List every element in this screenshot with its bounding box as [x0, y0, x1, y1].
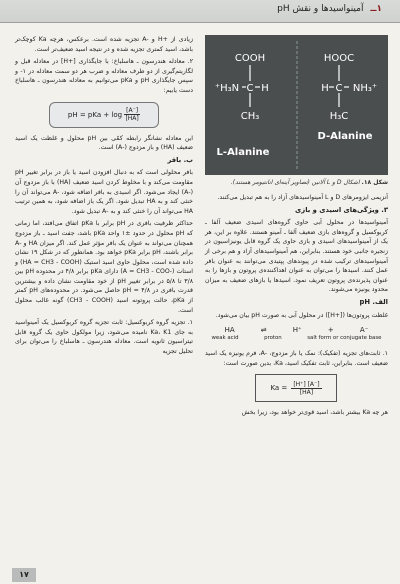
eq-hplus: H⁺ [292, 326, 302, 335]
l-amino-group: ⁺H₃N [214, 83, 240, 94]
chapter-title: آمینواسیدها و نقش pH [277, 4, 364, 14]
d-alpha-carbon: C [335, 83, 343, 94]
alanine-figure [205, 35, 388, 175]
chapter-header [0, 0, 400, 23]
eq-label-weak-acid: weak acid [211, 335, 239, 342]
caption-text: اشکال D و L آلانین (تصاویر آینه‌ای انانتیومر هستند). [230, 179, 360, 186]
paragraph: زیادی از +H و -A تجزیه شده است. برعکس، هرچه Ka کوچک‌تر باشد، اسید کمتری تجزیه شده و در نتیجه اسید ضعیف‌تر است. [15, 36, 193, 53]
d-amino-group: NH₃⁺ [352, 83, 378, 94]
alanine-figure-graphic [205, 35, 388, 175]
ka-numerator: [H⁺] [A⁻] [293, 380, 320, 388]
paragraph: آمینواسیدها در محلول آبی حاوی گروه‌های اسیدی ضعیف آلفا ـ کربوکسیل و گروه‌های بازی ضعیف آلفا ـ آمینو هستند. علاوه بر این، هر یک از آمینواسیدهای اسیدی و بازی حاوی یک گروه قابل یونیزاسیون در زنجیره جانبی خود هستند. بنابراین، هم آمینواسیدهای آزاد و هم برخی از آمینواسیدهای ترکیب شده در پیوندهای پپتیدی می‌توانند به عنوان بافر عمل کنند. اسیدها را می‌توان به عنوان اهداکننده‌ی پروتون و بازها را به عنوان پذیرنده‌ی پروتون تعریف نمود. اسیدها یا بازهای ضعیف به میزان محدود یونیزه می‌شوند. [205, 219, 388, 294]
l-methyl-group: CH₃ [240, 111, 260, 122]
caption-label: شکل ۱۸. [361, 179, 388, 186]
ka-fraction [291, 381, 321, 396]
chapter-number: ۱ــ [370, 4, 382, 14]
figure-caption [205, 178, 388, 187]
l-top-group: COOH [234, 53, 266, 64]
ka-formula [255, 374, 337, 402]
eq-label-proton: proton [264, 335, 282, 342]
d-alanine-label: D-Alanine [317, 131, 373, 142]
paragraph: آنزیمی ایزومرهای D و L آمینواسیدهای آزاد را به هم تبدیل می‌کنند. [217, 194, 388, 201]
eq-aminus: A⁻ [359, 326, 369, 335]
left-column [15, 35, 193, 360]
henderson-hasselbalch-formula [49, 102, 159, 128]
formula-denominator: [HA] [125, 115, 139, 123]
chapter-title-line [277, 4, 382, 14]
subsection-heading: الف. pH [359, 297, 388, 306]
section-heading: ۳. ویژگی‌های اسیدی و بازی [295, 205, 388, 214]
right-column [205, 35, 388, 421]
paragraph: هر چه Ka بیشتر باشد، اسید قوی‌تر خواهد بود، زیرا بخش [241, 409, 388, 417]
paragraph: حداکثر ظرفیت بافری در pH برابر با pKa اتفاق می‌افتد، اما زمانی که pH محلول در حدود ±۱ واحد pKa باشد، جفت اسید ـ باز مزدوج همچنان می‌تواند به عنوان یک بافر مؤثر عمل کند. اگر میزان HA و -A برابر باشند، pH برابر pKa خواهد بود. همانطور که در شکل ۱۹ نشان داده شده است، محلول حاوی اسید استیک (HA = CH3 - COOH) و استات (-A = CH3 - COO) دارای pKa برابر ۴/۸ در محدوده pH بین ۳/۸ تا ۵/۸ در برابر تغییر pH از خود مقاومت نشان داده و بیشترین قدرت بافری در pH = ۴/۸ حاصل می‌شود. در محدوده‌های pH کمتر از pKa، حالت پروتونه اسید (CH3 - COOH) گونه غالب محلول است. [15, 220, 194, 314]
equilibrium-equation [212, 326, 382, 341]
eq-arrow: ⇌ [260, 326, 267, 335]
formula-fraction [124, 107, 140, 122]
d-methyl-group: H₃C [329, 111, 349, 122]
paragraph: ۱. تجزیه گروه کربوکسیل: ثابت تجزیه گروه کربوکسیل یک آمینواسید به جای Ka، K1 نامیده می‌شود، زیرا مولکول حاوی یک گروه قابل تیتراسیون ثانویه است. معادله هندرسون ـ هاسلباخ را می‌توان برای تحلیل تجزیه [15, 319, 194, 356]
formula-numerator: [A⁻] [126, 107, 139, 115]
paragraph: بافر محلولی است که به دنبال افزودن اسید یا باز در برابر تغییر pH مقاومت می‌کند و با مخلوط کردن اسید ضعیف (HA) با باز مزدوج آن (-A) ایجاد می‌شود. اگر اسیدی به بافر اضافه شود، -A می‌تواند آن را خنثی کند و به HA تبدیل شود. اگر یک باز اضافه شود، به همین ترتیب HA می‌تواند آن را خنثی کند و به -A تبدیل شود. [15, 169, 193, 215]
d-top-group: HOOC [323, 53, 355, 64]
eq-ha: HA [224, 326, 235, 335]
l-hydrogen: H [261, 83, 269, 94]
l-alpha-carbon: C [246, 83, 254, 94]
l-alanine-label: L-Alanine [216, 147, 270, 158]
eq-plus: + [327, 326, 334, 335]
ka-denominator: [HA] [299, 388, 314, 396]
paragraph: غلظت پروتون‌ها ([+H]) در محلول آبی به صورت pH بیان می‌شود. [215, 311, 388, 319]
formula-lhs: pH = pKa + log [67, 110, 123, 119]
ka-lhs: Ka = [270, 384, 288, 393]
eq-label-conjugate-base: salt form or conjugate base [307, 335, 382, 342]
paragraph: این معادله نشانگر رابطه کمّی بین pH محلول و غلظت یک اسید ضعیف (HA) و باز مزدوج (-A) است. [15, 134, 193, 152]
section-heading: ب. بافر [167, 155, 193, 164]
paragraph: ۲. معادله هندرسون ـ هاسلباخ: با جایگذاری [+H] در معادله قبل و لگاریتم‌گیری از دو طرف معادله و ضرب هر دو سمت معادله در ۱- و سپس جایگذاری pH و pKa می‌توانیم به معادله هندرسون ـ هاسلباخ دست یابیم: [15, 58, 194, 94]
page-number: ۱۷ [12, 568, 36, 582]
d-hydrogen: H [321, 83, 329, 94]
paragraph: ۱. ثابت‌های تجزیه (تفکیک): نمک یا باز مزدوج، -A، فرم یونیزه یک اسید ضعیف است. بنابراین، ثابت تفکیک اسید، Ka، بدین صورت است: [205, 350, 388, 367]
